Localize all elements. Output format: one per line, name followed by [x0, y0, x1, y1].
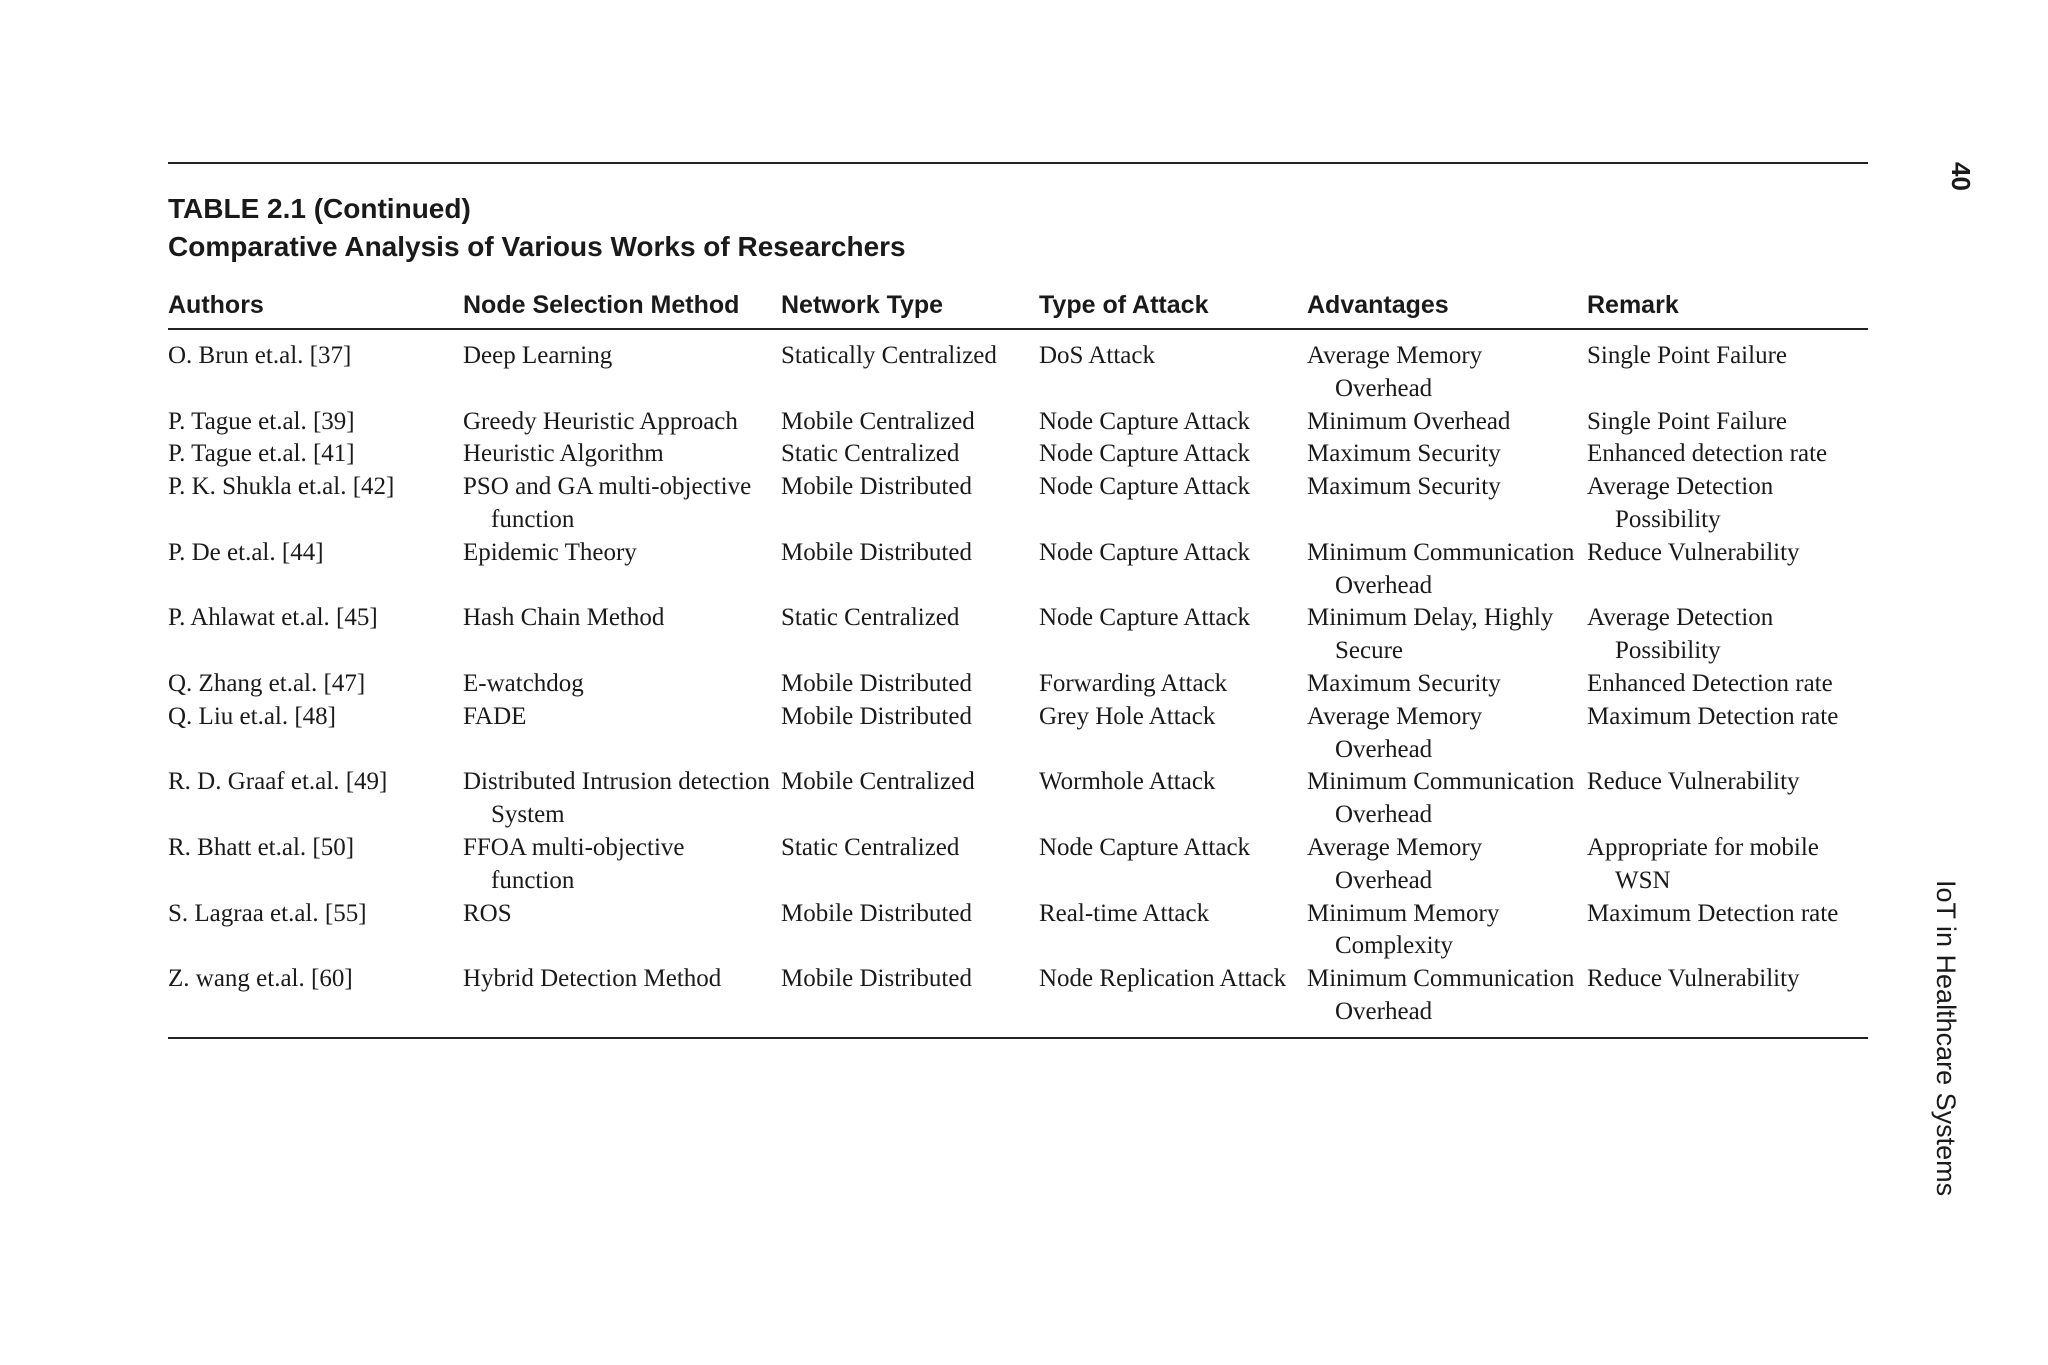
cell-authors — [168, 668, 463, 701]
comparative-analysis-table — [168, 288, 1868, 1039]
cell-text: Average Memory Overhead — [1307, 702, 1483, 763]
cell-text: Mobile Distributed — [781, 899, 972, 927]
table-row — [168, 329, 1868, 406]
cell-text: PSO and GA multi-objective function — [463, 473, 752, 533]
cell-text: Maximum Security — [1307, 669, 1501, 697]
cell-text: Node Replication Attack — [1039, 965, 1287, 993]
cell-node-selection-method — [463, 471, 781, 537]
table-row — [168, 766, 1868, 832]
cell-text: S. Lagraa et.al. [55] — [168, 899, 367, 927]
cell-text: Grey Hole Attack — [1039, 702, 1216, 730]
cell-text: R. D. Graaf et.al. [49] — [168, 768, 388, 796]
cell-text: Minimum Communication Overhead — [1307, 538, 1575, 599]
cell-authors — [168, 766, 463, 832]
table-row — [168, 701, 1868, 767]
cell-network-type — [781, 832, 1039, 898]
cell-text: FADE — [463, 702, 527, 730]
cell-text: Mobile Distributed — [781, 702, 972, 730]
cell-text: Z. wang et.al. [60] — [168, 965, 353, 993]
cell-text: Node Capture Attack — [1039, 440, 1251, 468]
cell-advantages — [1307, 766, 1587, 832]
cell-authors — [168, 602, 463, 668]
cell-node-selection-method — [463, 406, 781, 439]
cell-type-of-attack — [1039, 898, 1307, 964]
cell-text: FFOA multi-objective function — [463, 833, 685, 894]
header-type-of-attack: Type of Attack — [1039, 288, 1307, 329]
top-rule — [168, 162, 1868, 164]
cell-text: Q. Liu et.al. [48] — [168, 702, 337, 730]
cell-text: O. Brun et.al. [37] — [168, 342, 352, 369]
cell-text: Static Centralized — [781, 440, 960, 468]
cell-remark — [1587, 832, 1868, 898]
header-node-selection-method: Node Selection Method — [463, 288, 781, 329]
cell-text: Node Capture Attack — [1039, 473, 1251, 501]
cell-text: Average Memory Overhead — [1307, 342, 1483, 402]
table-row — [168, 602, 1868, 668]
cell-text: Maximum Detection rate — [1587, 702, 1839, 730]
page-number: 40 — [1946, 162, 1976, 191]
cell-type-of-attack — [1039, 406, 1307, 439]
header-network-type: Network Type — [781, 288, 1039, 329]
cell-text: Node Capture Attack — [1039, 407, 1251, 435]
table-header — [168, 288, 1868, 329]
cell-node-selection-method — [463, 701, 781, 767]
cell-advantages — [1307, 668, 1587, 701]
cell-node-selection-method — [463, 898, 781, 964]
cell-authors — [168, 406, 463, 439]
cell-node-selection-method — [463, 329, 781, 406]
cell-network-type — [781, 898, 1039, 964]
table-header-row — [168, 288, 1868, 329]
cell-text: Q. Zhang et.al. [47] — [168, 669, 366, 697]
table-caption-label: TABLE 2.1 (Continued) — [168, 193, 471, 224]
cell-text: Enhanced detection rate — [1587, 440, 1828, 468]
table-row — [168, 832, 1868, 898]
cell-text: Mobile Distributed — [781, 473, 972, 501]
cell-text: Static Centralized — [781, 604, 960, 632]
header-advantages: Advantages — [1307, 288, 1587, 329]
cell-text: Mobile Distributed — [781, 965, 972, 993]
cell-network-type — [781, 668, 1039, 701]
cell-network-type — [781, 766, 1039, 832]
page-content — [168, 162, 1868, 1039]
cell-type-of-attack — [1039, 471, 1307, 537]
cell-text: Static Centralized — [781, 833, 960, 861]
cell-text: Greedy Heuristic Approach — [463, 407, 738, 435]
cell-advantages — [1307, 602, 1587, 668]
cell-remark — [1587, 898, 1868, 964]
cell-remark — [1587, 329, 1868, 406]
header-remark: Remark — [1587, 288, 1868, 329]
cell-text: DoS Attack — [1039, 342, 1155, 369]
cell-text: Minimum Delay, Highly Secure — [1307, 604, 1554, 665]
cell-text: Appropriate for mobile WSN — [1587, 833, 1819, 894]
cell-authors — [168, 471, 463, 537]
cell-remark — [1587, 406, 1868, 439]
cell-text: Single Point Failure — [1587, 407, 1787, 435]
cell-text: Hybrid Detection Method — [463, 965, 722, 993]
cell-network-type — [781, 471, 1039, 537]
cell-network-type — [781, 406, 1039, 439]
cell-remark — [1587, 471, 1868, 537]
cell-advantages — [1307, 329, 1587, 406]
cell-text: Average Detection Possibility — [1587, 604, 1774, 665]
cell-advantages — [1307, 832, 1587, 898]
cell-text: Epidemic Theory — [463, 538, 637, 566]
cell-text: Mobile Centralized — [781, 407, 975, 435]
cell-network-type — [781, 329, 1039, 406]
header-authors: Authors — [168, 288, 463, 329]
cell-text: Node Capture Attack — [1039, 833, 1251, 861]
cell-text: Heuristic Algorithm — [463, 440, 664, 468]
table-body — [168, 329, 1868, 1038]
table-row — [168, 438, 1868, 471]
cell-text: Node Capture Attack — [1039, 604, 1251, 632]
cell-text: Maximum Detection rate — [1587, 899, 1839, 927]
cell-text: P. De et.al. [44] — [168, 538, 324, 566]
cell-authors — [168, 329, 463, 406]
cell-remark — [1587, 668, 1868, 701]
cell-advantages — [1307, 701, 1587, 767]
cell-network-type — [781, 537, 1039, 603]
cell-advantages — [1307, 898, 1587, 964]
table-caption-title: Comparative Analysis of Various Works of Researchers — [168, 231, 906, 262]
cell-text: Real-time Attack — [1039, 899, 1210, 927]
cell-text: Distributed Intrusion detection System — [463, 768, 770, 829]
cell-text: P. Ahlawat et.al. [45] — [168, 604, 378, 632]
cell-advantages — [1307, 471, 1587, 537]
cell-text: Mobile Distributed — [781, 538, 972, 566]
cell-advantages — [1307, 438, 1587, 471]
cell-node-selection-method — [463, 537, 781, 603]
cell-node-selection-method — [463, 668, 781, 701]
cell-text: Enhanced Detection rate — [1587, 669, 1833, 697]
cell-text: Minimum Overhead — [1307, 407, 1511, 435]
table-row — [168, 898, 1868, 964]
cell-authors — [168, 537, 463, 603]
table-row — [168, 668, 1868, 701]
cell-type-of-attack — [1039, 602, 1307, 668]
cell-advantages — [1307, 406, 1587, 439]
cell-advantages — [1307, 963, 1587, 1038]
cell-text: P. Tague et.al. [41] — [168, 440, 355, 468]
cell-text: Reduce Vulnerability — [1587, 965, 1800, 993]
cell-node-selection-method — [463, 766, 781, 832]
cell-remark — [1587, 602, 1868, 668]
cell-type-of-attack — [1039, 963, 1307, 1038]
cell-node-selection-method — [463, 438, 781, 471]
cell-text: Minimum Communication Overhead — [1307, 768, 1575, 829]
cell-type-of-attack — [1039, 701, 1307, 767]
cell-text: Minimum Memory Complexity — [1307, 899, 1500, 960]
cell-text: Maximum Security — [1307, 473, 1501, 501]
cell-node-selection-method — [463, 602, 781, 668]
cell-text: E-watchdog — [463, 669, 584, 697]
cell-authors — [168, 963, 463, 1038]
table-caption — [168, 190, 1868, 266]
cell-node-selection-method — [463, 963, 781, 1038]
cell-advantages — [1307, 537, 1587, 603]
cell-text: ROS — [463, 899, 512, 927]
cell-type-of-attack — [1039, 766, 1307, 832]
table-row — [168, 406, 1868, 439]
cell-type-of-attack — [1039, 329, 1307, 406]
table-row — [168, 471, 1868, 537]
cell-text: Statically Centralized — [781, 342, 997, 369]
cell-text: Node Capture Attack — [1039, 538, 1251, 566]
cell-authors — [168, 438, 463, 471]
cell-text: Maximum Security — [1307, 440, 1501, 468]
cell-text: Forwarding Attack — [1039, 669, 1228, 697]
running-head: IoT in Healthcare Systems — [1931, 880, 1961, 1197]
cell-text: Mobile Distributed — [781, 669, 972, 697]
cell-network-type — [781, 602, 1039, 668]
cell-text: Wormhole Attack — [1039, 768, 1216, 796]
cell-text: Average Memory Overhead — [1307, 833, 1483, 894]
cell-authors — [168, 701, 463, 767]
cell-text: Mobile Centralized — [781, 768, 975, 796]
cell-remark — [1587, 438, 1868, 471]
cell-remark — [1587, 963, 1868, 1038]
cell-text: Reduce Vulnerability — [1587, 538, 1800, 566]
cell-network-type — [781, 963, 1039, 1038]
cell-text: P. Tague et.al. [39] — [168, 407, 355, 435]
cell-node-selection-method — [463, 832, 781, 898]
table-row — [168, 537, 1868, 603]
cell-type-of-attack — [1039, 537, 1307, 603]
cell-text: Single Point Failure — [1587, 342, 1787, 369]
cell-text: R. Bhatt et.al. [50] — [168, 833, 355, 861]
cell-text: Deep Learning — [463, 342, 613, 369]
cell-network-type — [781, 701, 1039, 767]
cell-remark — [1587, 701, 1868, 767]
cell-remark — [1587, 766, 1868, 832]
cell-remark — [1587, 537, 1868, 603]
table-row — [168, 963, 1868, 1038]
cell-type-of-attack — [1039, 668, 1307, 701]
cell-text: Hash Chain Method — [463, 604, 665, 632]
cell-text: Average Detection Possibility — [1587, 473, 1774, 533]
cell-type-of-attack — [1039, 438, 1307, 471]
cell-text: Minimum Communication Overhead — [1307, 965, 1575, 1025]
cell-authors — [168, 898, 463, 964]
cell-text: P. K. Shukla et.al. [42] — [168, 473, 395, 501]
cell-type-of-attack — [1039, 832, 1307, 898]
cell-network-type — [781, 438, 1039, 471]
cell-text: Reduce Vulnerability — [1587, 768, 1800, 796]
cell-authors — [168, 832, 463, 898]
